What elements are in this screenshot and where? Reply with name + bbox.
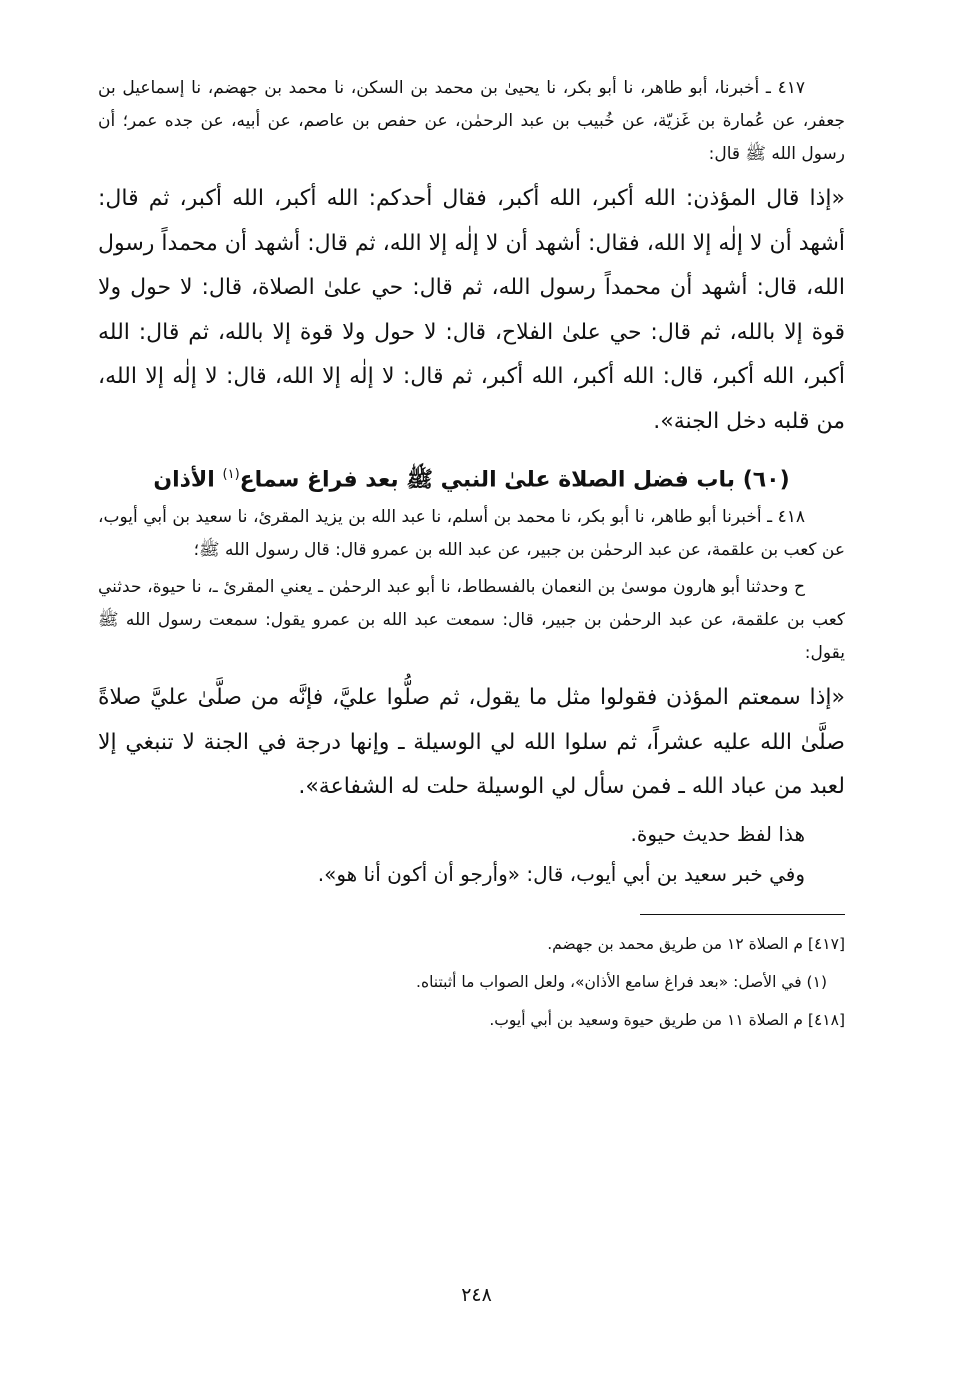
hadith-418-remark-1: هذا لفظ حديث حيوة. (630, 821, 805, 846)
footnote-417: [٤١٧] م الصلاة ١٢ من طريق محمد بن جهضم. (547, 934, 845, 953)
page-number: ٢٤٨ (461, 1284, 492, 1306)
hadith-418-remark-2: وفي خبر سعيد بن أبي أيوب، قال: «وأرجو أن أكون أنا هو». (317, 861, 805, 886)
footnote-418: [٤١٨] م الصلاة ١١ من طريق حيوة وسعيد بن أبي أيوب. (489, 1010, 845, 1029)
hadith-418-isnad-second: ح وحدثنا أبو هارون موسىٰ بن النعمان بالفسطاط، نا أبو عبد الرحمٰن ـ يعني المقرئ ـ، نا حيوة، حدثني كعب بن علقمة، عن عبد الرحمٰن بن جبير، قال: سمعت عبد الله بن عمرو يقول: سمعت رسول الله ﷺ يقول: (98, 577, 845, 664)
footnotes (98, 925, 845, 1039)
chapter-title: (٦٠) باب فضل الصلاة علىٰ النبي ﷺ بعد فراغ سماع (239, 467, 790, 493)
chapter-footnote-ref: (١) (222, 467, 240, 482)
hadith-417-isnad: ٤١٧ ـ أخبرنا، أبو طاهر، نا أبو بكر، نا يحيىٰ بن محمد بن السكن، نا محمد بن جهضم، نا إسماعيل بن جعفر، عن عُمارة بن غَزيّة، عن خُبيب بن عبد الرحمٰن، عن حفص بن عاصم، عن أبيه، عن جده عمر؛ أن رسول الله ﷺ قال: (98, 78, 845, 164)
hadith-418-isnad: ٤١٨ ـ أخبرنا أبو طاهر، نا أبو بكر، نا محمد بن أسلم، نا عبد الله بن يزيد المقرئ، نا سعيد بن أبي أيوب، عن كعب بن علقمة، عن عبد الرحمٰن بن جبير، عن عبد الله بن عمرو قال: قال رسول الله ﷺ؛ (98, 507, 845, 561)
hadith-417-text: «إذا قال المؤذن: الله أكبر، الله أكبر، فقال أحدكم: الله أكبر، الله أكبر، ثم قال: أشهد أن لا إلٰه إلا الله، فقال: أشهد أن لا إلٰه إلا الله، ثم قال: أشهد أن محمداً رسول الله، قال: أشهد أن محمداً رسول الله، ثم قال: حي علىٰ الصلاة، قال: لا حول ولا قوة إلا بالله، ثم قال: حي علىٰ الفلاح، قال: لا حول ولا قوة إلا بالله، ثم قال: الله أكبر، الله أكبر، قال: الله أكبر، الله أكبر، ثم قال: لا إلٰه إلا الله، قال: لا إلٰه إلا الله، من قلبه دخل الجنة». (98, 186, 845, 434)
footnote-separator (640, 914, 845, 915)
hadith-418-text: «إذا سمعتم المؤذن فقولوا مثل ما يقول، ثم صلُّوا عليَّ، فإنَّه من صلَّىٰ عليَّ صلاةً صلَّىٰ الله عليه عشراً، ثم سلوا الله لي الوسيلة ـ وإنها درجة في الجنة لا تنبغي إلا لعبد من عباد الله ـ فمن سأل لي الوسيلة حلت له الشفاعة». (98, 685, 845, 800)
chapter-heading (98, 458, 845, 497)
chapter-title-end: الأذان (153, 467, 223, 493)
footnote-1: (١) في الأصل: «بعد فراغ سامع الأذان»، ولعل الصواب ما أثبتناه. (416, 972, 827, 991)
